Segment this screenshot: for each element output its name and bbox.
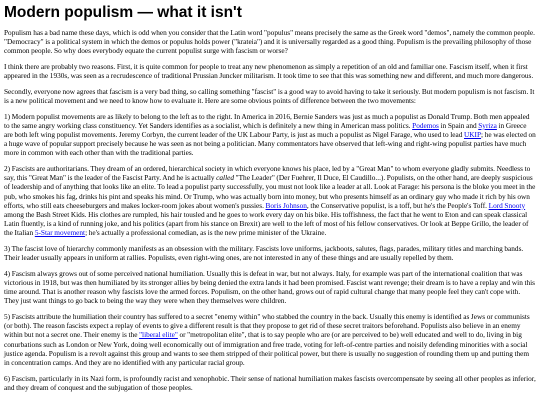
inline-link[interactable]: Lord Snooty <box>488 200 526 210</box>
inline-link[interactable]: Podemos <box>412 120 439 130</box>
paragraph-text: ; he was elected on a huge wave of popular support precisely because he was seen as not being a politician. Many commentators have observed that left-wing and right-wing populist parties have much more in common with each other than with the traditional parties. <box>4 130 536 158</box>
paragraph-text: ; he's actually a professional comedian, as is the new prime minister of the Ukraine. <box>85 228 327 238</box>
paragraph-text: Secondly, everyone now agrees that fascism is a very bad thing, so calling something "fascist" is a good way to avoid having to take it seriously. But modern populism is not fascism. It is a new political movement and we need to know how to evaluate it. Here are some obvious points of difference between the two movements: <box>4 86 535 105</box>
paragraph-text: 5) Fascists attribute the humiliation their country has suffered to a secret "enemy within" who stabbed the country in the back. Usually this enemy is identified as Jews or communists (or both). The reason fascists expect a replay of events to give a different result is that they propose to get rid of these secret traitors beforehand. Populists also believe in an enemy within but not a secret one. Their enemy is the <box>4 312 530 340</box>
paragraph-text: in Greece are both left wing populist movements. Jeremy Corbyn, the current leader of the UK Labour Party, is just as much a populist as Nigel Farage, who used to lead <box>4 120 527 139</box>
paragraph-text: among the Bash Street Kids. His clothes are rumpled, his hair tousled and he goes to work every day on his bike. His toffishness, the fact that he went to Eton and can speak classical Latin fluently, is a kind of running joke, and his politics (apart from his stance on Brexit) are well to the left of most of his fellow conservatives. Or look at Beppe Grillo, the leader of the Italian <box>4 210 529 238</box>
paragraph <box>4 112 536 158</box>
paragraph-text: , the Conservative populist, is a toff, but he's the People's Toff. <box>306 200 489 210</box>
paragraph <box>4 62 536 80</box>
paragraph-text: "The Leader" (Der Fuehrer, Il Duce, El Caudillo...). Populists, on the other hand, are deeply suspicious of leadership and of anything that looks like an elite. To lead a populist party successfully, you must not look like a leader at all. Look at Farage: his persona is the bloke you meet in the pub, who smokes his fag, drinks his pint and speaks his mind. Or Trump, who was actually born into money, but who presents himself as an ordinary guy who made it rich by his own efforts, who still eats cheeseburgers and makes locker-room jokes about women's pussies. <box>4 173 536 210</box>
paragraph <box>4 374 536 392</box>
paragraph-text: 6) Fascism, particularly in its Nazi form, is profoundly racist and xenophobic. Their sense of national humiliation makes fascists overcompensate by seeing all other peoples as inferior, and they dream of conquest and the subjugation of those peoples. <box>4 373 536 392</box>
paragraph-text: Populism has a bad name these days, which is odd when you consider that the Latin word "populus" means precisely the same as the Greek word "demos", namely the common people. "Democracy" is a political system in which the demos or populus holds power ("krateia") and it is universally regarded as a good thing. Populism is the prevailing philosophy of those common people. So why does everybody equate the current populist surge with fascism or worse? <box>4 28 535 56</box>
inline-link[interactable]: UKIP <box>464 130 482 139</box>
paragraph-text: 4) Fascism always grows out of some perceived national humiliation. Usually this is defeat in war, but not always. Italy, for example was part of the international coalition that was victorious in 1918, but was then humiliated by its stronger allies by being denied the extra lands it had been promised. Fascist want revenge; their dream is to have a replay and win this time around. That is another reason why fascists love the armed forces. Populism, on the other hand, grows out of rapid cultural change that many people feel they can't cope with. They just want things to go back to being the way they were when they themselves were children. <box>4 268 536 306</box>
inline-link[interactable]: Syriza <box>478 120 497 130</box>
paragraph-text: 1) Modern populist movements are as likely to belong to the left as to the right. In America in 2016, Bernie Sanders was just as much a populist as Donald Trump. Both men appealed to the same angry working class constituency. Yet Sanders identifies as a socialist, which is definitely a new thing in American mass politics. <box>4 111 530 130</box>
page-title: Modern populism — what it isn't <box>4 4 242 21</box>
paragraph <box>4 269 536 306</box>
paragraph-text: 3) The fascist love of hierarchy commonly manifests as an obsession with the military. Fascists love uniforms, jackboots, salutes, flags, parades, military titles and marching bands. Their leader usually appears in uniform at rallies. Populists, even right-wing ones, are not interested in any of these things and are usually repelled by them. <box>4 244 524 263</box>
article-body <box>4 28 536 392</box>
inline-link[interactable]: "liberal elite" <box>139 330 178 340</box>
paragraph <box>4 244 536 262</box>
paragraph-text: or "metropolitan elite", that is to say people who are (or are perceived to be) well educated and well to do, living in big conurbations such as London or New York, doing well economically out of immigration and free trade, voting for left-of-centre parties and noisily defending minorities with a social justice agenda. Populism is a revolt against this group and wants to see them stripped of their political power, but there is usually no suggestion of rounding them up and putting them in concentration camps. And they are no identified with any particular racial group. <box>4 330 530 368</box>
paragraph <box>4 28 536 56</box>
paragraph <box>4 87 536 105</box>
paragraph <box>4 312 536 367</box>
inline-link[interactable]: 5-Star movement <box>34 228 86 238</box>
paragraph-text: 2) Fascists are authoritarians. They dream of an ordered, hierarchical society in which everyone knows his place, led by a "Great Man" to whom everyone gladly submits. Needless to say, this "Great Man" is the leader of the Fascist Party. And he is actually <box>4 164 531 183</box>
emphasis-text: called <box>216 173 234 183</box>
inline-link[interactable]: Boris Johnson <box>265 200 307 210</box>
paragraph-text: I think there are probably two reasons. First, it is quite common for people to treat any new phenomenon as simply a repetition of an old and familiar one. Fascism itself, when it first appeared in the 1930s, was seen as a recrudescence of traditional Prussian Juncker militarism. It took time to see that this was something new and different, and much more dangerous. <box>4 62 534 81</box>
paragraph <box>4 164 536 238</box>
paragraph-text: in Spain and <box>438 120 479 130</box>
